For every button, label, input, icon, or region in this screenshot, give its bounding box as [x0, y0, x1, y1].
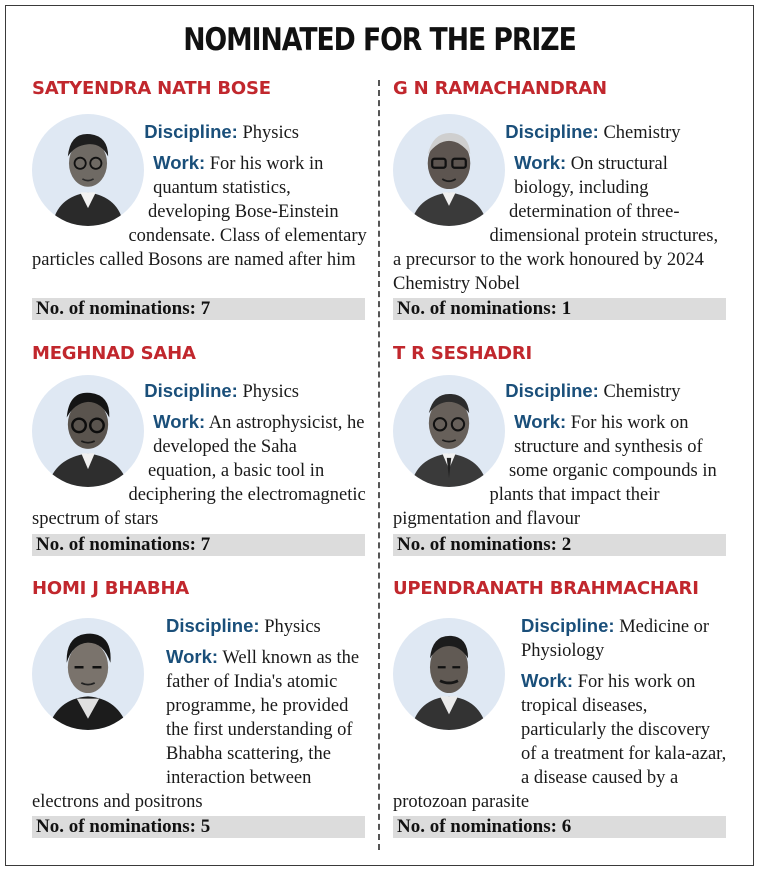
nominee-text	[393, 379, 728, 531]
nominee-text	[32, 614, 367, 814]
nominations-count: 2	[561, 534, 572, 555]
work-label: Work:	[153, 152, 206, 173]
nominee-card-brahmachari	[393, 578, 728, 848]
nominations-bar	[32, 298, 365, 320]
nominations-count: 7	[200, 298, 211, 319]
work-text-first: For his work on	[577, 672, 696, 692]
discipline-label: Discipline:	[505, 121, 599, 142]
nominations-count: 5	[200, 816, 211, 837]
nominations-label: No. of nominations:	[397, 298, 557, 319]
nominee-name: MEGHNAD SAHA	[32, 343, 196, 364]
discipline-value: Chemistry	[603, 382, 681, 402]
discipline-label: Discipline:	[521, 615, 615, 636]
nominee-card-ramachandran	[393, 78, 728, 323]
nominee-text	[393, 120, 728, 296]
work-text-first: Well known as	[222, 648, 332, 668]
discipline-value: Physics	[242, 382, 300, 402]
work-label: Work:	[521, 670, 574, 691]
nominations-bar	[393, 298, 726, 320]
page-title: NOMINATED FOR THE PRIZE	[183, 22, 576, 58]
work-text-rest: quantum statistics, developing Bose-Einstein condensate. Class of elementary particles called Bosons are named after him	[32, 178, 367, 270]
nominations-bar	[393, 816, 726, 838]
nominations-label: No. of nominations:	[36, 298, 196, 319]
work-text-rest: the father of India's atomic programme, he provided the first understanding of Bhabha scattering, the interaction between electrons and positrons	[32, 648, 360, 812]
nominee-name: T R SESHADRI	[393, 343, 532, 364]
work-text-first: For his work on	[570, 413, 689, 433]
work-text-rest: biology, including determination of three-dimensional protein structures, a precursor to the work honoured by 2024 Chemistry Nobel	[393, 178, 719, 294]
nominee-card-bose	[32, 78, 367, 323]
work-label: Work:	[153, 411, 206, 432]
nominee-name: G N RAMACHANDRAN	[393, 78, 607, 99]
discipline-value: Medicine or Physiology	[521, 617, 710, 661]
discipline-value: Physics	[264, 617, 321, 637]
work-text-rest: structure and synthesis of some organic compounds in plants that impact their pigmentation and flavour	[393, 437, 717, 529]
nominations-bar	[393, 534, 726, 556]
work-label: Work:	[514, 411, 567, 432]
nominee-name: SATYENDRA NATH BOSE	[32, 78, 271, 99]
discipline-value: Chemistry	[603, 123, 681, 143]
discipline-label: Discipline:	[505, 380, 599, 401]
work-text-first: On structural	[570, 154, 668, 174]
nominations-bar	[32, 816, 365, 838]
discipline-label: Discipline:	[144, 380, 238, 401]
work-text-rest: astrophysicist, he developed the Saha equation, a basic tool in deciphering the electromagnetic spectrum of stars	[32, 413, 366, 529]
work-label: Work:	[166, 646, 219, 667]
work-text-first: For his work in	[209, 154, 324, 174]
nominee-text	[32, 379, 367, 531]
column-divider	[378, 80, 380, 850]
work-label: Work:	[514, 152, 567, 173]
nominations-count: 7	[200, 534, 211, 555]
nominee-text	[32, 120, 367, 272]
nominations-label: No. of nominations:	[36, 534, 196, 555]
nominations-count: 6	[561, 816, 572, 837]
discipline-label: Discipline:	[166, 615, 260, 636]
work-text-rest: tropical diseases, particularly the discovery of a treatment for kala-azar, a disease caused by a protozoan parasite	[393, 696, 727, 812]
nominations-label: No. of nominations:	[397, 816, 557, 837]
nominee-name: HOMI J BHABHA	[32, 578, 190, 599]
nominations-label: No. of nominations:	[397, 534, 557, 555]
discipline-value: Physics	[242, 123, 300, 143]
nominee-name: UPENDRANATH BRAHMACHARI	[393, 578, 699, 599]
nominations-count: 1	[561, 298, 572, 319]
nominations-label: No. of nominations:	[36, 816, 196, 837]
work-text-first: An	[208, 413, 232, 433]
nominee-card-seshadri	[393, 343, 728, 558]
discipline-label: Discipline:	[144, 121, 238, 142]
nominee-text	[393, 614, 728, 814]
nominee-card-bhabha	[32, 578, 367, 848]
nominations-bar	[32, 534, 365, 556]
nominee-card-saha	[32, 343, 367, 558]
